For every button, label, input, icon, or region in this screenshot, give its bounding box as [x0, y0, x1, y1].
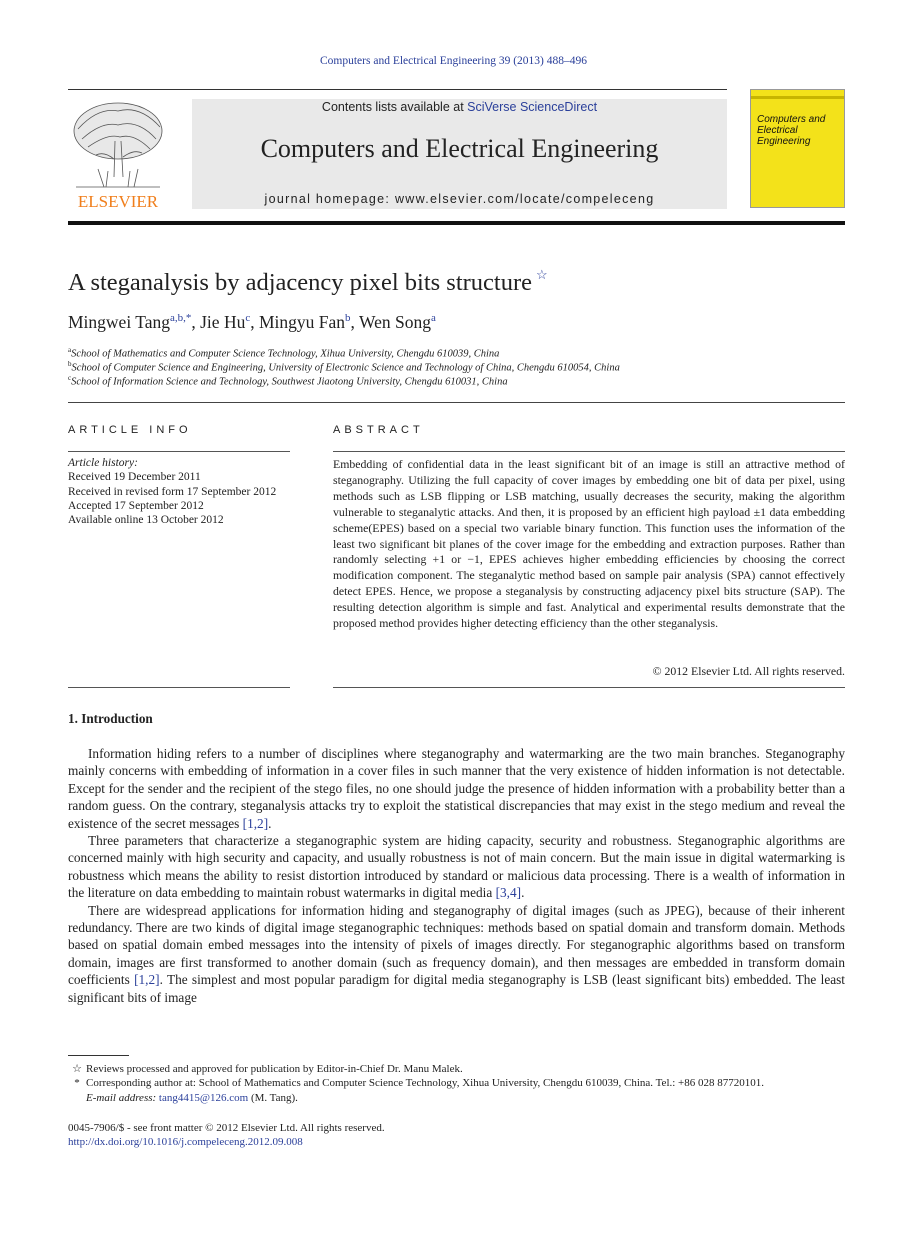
journal-citation[interactable]: Computers and Electrical Engineering 39 (2013) 488–496: [320, 55, 587, 67]
paragraph-text: Three parameters that characterize a steganographic system are hiding capacity, security and robustness. Steganographic algorithms are concerned mainly with high security and capacity, and usually robustness is not of main concern. But the main issue in digital watermarking is robustness which means the ability to resist distortion introduced by standard or malicious data processing. There is a wealth of information in the literature on data embedding to maintain robust watermarks in digital media: [68, 833, 845, 901]
author-name[interactable]: Mingyu Fan: [258, 312, 346, 332]
elsevier-logo[interactable]: [68, 99, 168, 211]
elsevier-tree-icon: [68, 99, 168, 211]
abstract-copyright: © 2012 Elsevier Ltd. All rights reserved.: [652, 664, 845, 678]
paragraph: [68, 902, 845, 1006]
footnote-text: Corresponding author at: School of Mathematics and Computer Science Technology, Xihua University, Chengdu 610039, China. Tel.: +86 028 87720101.: [86, 1077, 765, 1089]
affiliation: [68, 374, 508, 388]
journal-title: Computers and Electrical Engineering: [260, 134, 659, 163]
paragraph: [68, 745, 845, 832]
elsevier-wordmark: ELSEVIER: [77, 192, 159, 211]
paragraph-text: . The simplest and most popular paradigm for digital media steganography is LSB (least significant bits) embedded. The least significant bits of image: [68, 972, 845, 1005]
homepage-prefix: journal homepage:: [264, 192, 395, 206]
article-title-text: A steganalysis by adjacency pixel bits structure: [68, 269, 533, 296]
divider: [68, 451, 290, 452]
paragraph-text: .: [268, 815, 272, 831]
divider: [333, 451, 845, 452]
author-affil-mark[interactable]: b: [345, 312, 351, 325]
header-top-rule: [68, 89, 727, 90]
abstract-heading: ABSTRACT: [333, 424, 424, 436]
paragraph-text: .: [521, 885, 525, 901]
author-separator: ,: [191, 312, 201, 332]
title-footnote-star-icon[interactable]: ☆: [536, 267, 548, 282]
footnote-star-icon: ☆: [72, 1063, 82, 1075]
affiliation: [68, 346, 499, 360]
author-affil-mark[interactable]: a: [430, 312, 436, 325]
paragraph-text: There are widespread applications for information hiding and steganography of digital images (such as JPEG), because of their inherent redundancy. There are two kinds of digital image steganographic techniques: methods based on spatial domain and transform domain. Methods based on spatial domain embed messages into the intensity of pixels of images directly. For steganographic algorithms based on transform domain, images are first transformed to another domain (such as frequency domain), and then messages are embedded in transform domain coefficients: [68, 902, 845, 988]
sciencedirect-link[interactable]: SciVerse ScienceDirect: [467, 100, 598, 114]
doi-link[interactable]: http://dx.doi.org/10.1016/j.compeleceng.2012.09.008: [68, 1136, 303, 1148]
footnote-asterisk-icon: *: [74, 1077, 80, 1089]
affiliation-mark: b: [68, 360, 72, 368]
intro-body: [68, 745, 845, 1006]
history-item: Received 19 December 2011: [68, 471, 201, 484]
author-separator: ,: [350, 312, 359, 332]
footnote-rule: [68, 1055, 129, 1056]
contents-line: [192, 100, 727, 114]
author-name[interactable]: Jie Hu: [200, 312, 246, 332]
author-name[interactable]: Mingwei Tang: [68, 312, 170, 332]
paragraph: [68, 832, 845, 902]
footnote-text: Reviews processed and approved for publication by Editor-in-Chief Dr. Manu Malek.: [86, 1063, 463, 1075]
citation-link[interactable]: [1,2]: [242, 815, 269, 831]
article-history: [68, 456, 276, 527]
history-item: Accepted 17 September 2012: [68, 499, 204, 512]
affiliation-mark: c: [68, 374, 72, 382]
history-item: Received in revised form 17 September 2012: [68, 485, 277, 498]
homepage-url[interactable]: www.elsevier.com/locate/compeleceng: [394, 192, 655, 206]
article-info-heading: ARTICLE INFO: [68, 424, 192, 436]
divider: [68, 402, 845, 403]
affiliation-text: School of Computer Science and Engineering, University of Electronic Science and Technology of China, Chengdu 610054, China: [71, 362, 620, 374]
citation-link[interactable]: [3,4]: [495, 885, 522, 901]
paragraph-text: Information hiding refers to a number of disciplines where steganography and watermarking are the two main branches. Steganography mainly concerns with embedding of information in a cover files in such manner that the very existence of hidden information is not detectable. Except for the sender and the recipient of the stego files, no one should judge the presence of hidden information with a probability better than a random guess. On the contrary, steganalysis attacks try to exploit the statistical discrepancies that may exist in the stego medium and reveal the existence of the secret messages: [68, 746, 845, 831]
contents-prefix: Contents lists available at: [321, 100, 468, 114]
article-title: [68, 269, 548, 297]
author-affil-mark[interactable]: c: [245, 312, 251, 325]
author-affil-mark[interactable]: a,b,*: [169, 312, 192, 325]
citation-link[interactable]: [1,2]: [134, 972, 160, 988]
affiliation-text: School of Information Science and Technology, Southwest Jiaotong University, Chengdu 610031, China: [71, 376, 508, 388]
email-link[interactable]: tang4415@126.com: [158, 1092, 249, 1104]
footnote-email: [68, 1092, 298, 1104]
section-heading: 1. Introduction: [68, 711, 153, 726]
history-item: Available online 13 October 2012: [68, 514, 224, 527]
author-name[interactable]: Wen Song: [358, 312, 431, 332]
header-bottom-rule: [68, 221, 845, 225]
author-separator: ,: [250, 312, 259, 332]
cover-band: [751, 96, 845, 99]
affiliation: [68, 360, 620, 374]
footnote-star: [68, 1062, 463, 1075]
footnote-corresponding: [68, 1077, 764, 1089]
divider: [68, 687, 290, 688]
journal-cover-thumbnail[interactable]: [750, 89, 845, 208]
issn-line: 0045-7906/$ - see front matter © 2012 Elsevier Ltd. All rights reserved.: [68, 1122, 385, 1134]
email-suffix: (M. Tang).: [248, 1092, 298, 1104]
author-list: [68, 312, 436, 333]
divider: [333, 687, 845, 688]
homepage-line: [192, 192, 727, 206]
affiliation-mark: a: [68, 346, 72, 354]
abstract-text: Embedding of confidential data in the least significant bit of an image is still an attractive method of steganography. Utilizing the full capacity of cover images by embedding one bit of data per pixel, using methods such as LSB flipping or LSB matching, usually decreases the security, making the algorithm vulnerable to steganalytic attacks. And then, it is proposed by an efficient high payload ±1 data embedding scheme(EPES) based on a special two variable binary function. This function uses the information of the least two significant bit planes of the cover image for the embedding and extraction purposes. Rather than randomly selecting +1 or −1, EPES achieves higher embedding efficiencies by choosing the correct modification component. The steganalytic method based on sample pair analysis (SPA) cannot effectively detect EPES. Hence, we propose a steganalysis by constructing adjacency pixel bits structure (SAP). The resulting detection algorithm is simple and fast. Analytical and experimental results demonstrate that the proposed method provides higher detecting efficiency than the other steganalysis.: [333, 457, 845, 631]
cover-title: Computers and Electrical Engineering: [757, 114, 826, 147]
history-label: Article history:: [68, 457, 138, 469]
affiliation-text: School of Mathematics and Computer Science Technology, Xihua University, Chengdu 610039, China: [71, 348, 500, 360]
email-label: E-mail address:: [86, 1092, 157, 1104]
